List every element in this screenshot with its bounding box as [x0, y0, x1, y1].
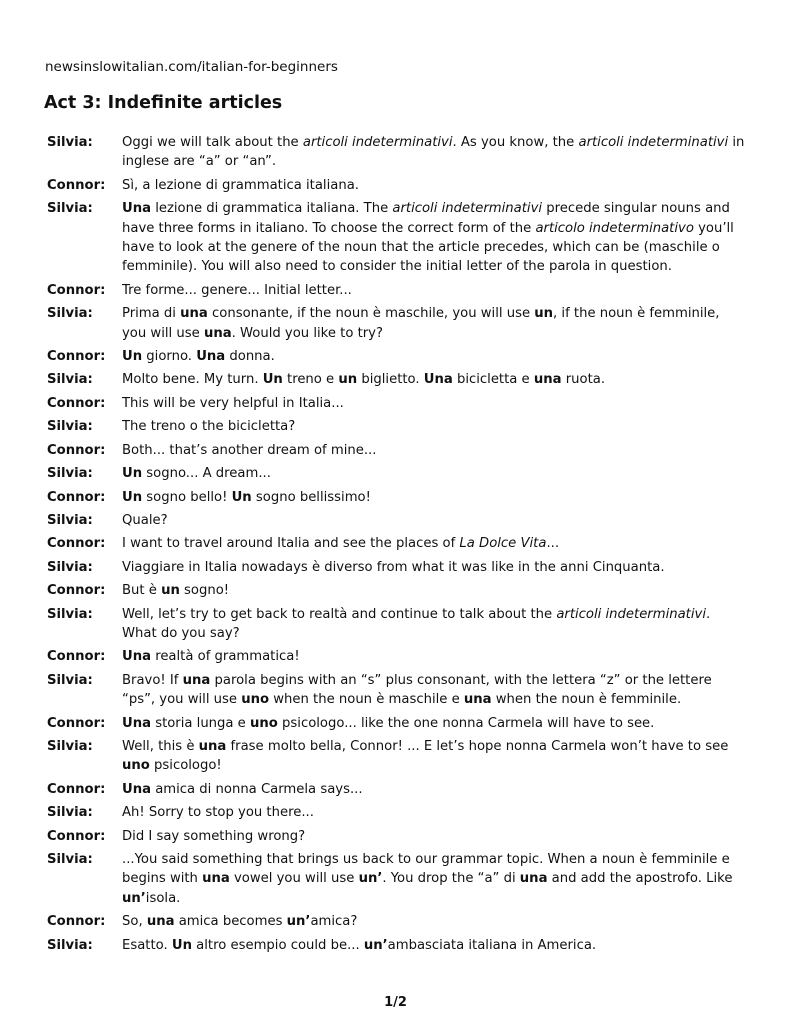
- italic-term: articoli indeterminativi: [302, 135, 453, 150]
- bold-term: una: [146, 914, 175, 930]
- utterance-text: [122, 417, 747, 436]
- text-segment: and add the apostrofo. Like: [547, 871, 733, 887]
- text-segment: amica di nonna Carmela says...: [151, 781, 363, 797]
- speaker-label: Connor:: [47, 781, 106, 797]
- speaker-label: Silvia:: [47, 852, 93, 867]
- speaker-label: Connor:: [47, 395, 106, 411]
- dialogue-turn: [47, 912, 747, 931]
- bold-term: Un: [122, 466, 143, 482]
- bold-term: Una: [122, 649, 151, 665]
- speaker-label: Connor:: [47, 828, 106, 844]
- text-segment: ...: [546, 536, 560, 552]
- text-segment: lezione di grammatica italiana. The: [151, 201, 393, 217]
- speaker-label: Connor:: [47, 649, 106, 665]
- utterance-text: [122, 581, 747, 600]
- utterance-text: [122, 370, 747, 389]
- bold-term: Un: [231, 489, 252, 505]
- dialogue: [47, 133, 747, 959]
- text-segment: giorno.: [142, 349, 197, 365]
- dialogue-turn: [47, 464, 747, 483]
- bold-term: un’: [358, 871, 383, 887]
- speaker-label: Connor:: [47, 177, 106, 193]
- text-segment: you’ll have to look at the genere of the noun that the article precedes, which can be (maschile o femminile). You will also need to consider the initial letter of the parola in question.: [122, 220, 734, 275]
- text-segment: ruota.: [561, 372, 606, 388]
- dialogue-turn: [47, 671, 747, 710]
- speaker-label: Silvia:: [47, 512, 93, 528]
- utterance-text: [122, 850, 747, 908]
- bold-term: Una: [122, 781, 151, 797]
- utterance-text: [122, 936, 747, 955]
- bold-term: Un: [171, 937, 192, 953]
- speaker-label: Silvia:: [47, 466, 93, 482]
- text-segment: sogno bello!: [142, 489, 232, 505]
- speaker-label: Silvia:: [47, 606, 93, 622]
- bold-term: una: [203, 325, 232, 341]
- dialogue-turn: [47, 534, 747, 553]
- text-segment: , if the noun è femminile, you will use: [122, 306, 720, 341]
- dialogue-turn: [47, 850, 747, 908]
- bold-term: una: [519, 871, 548, 887]
- speaker-label: Connor:: [47, 349, 106, 365]
- dialogue-turn: [47, 714, 747, 733]
- text-segment: amica?: [310, 914, 358, 930]
- speaker-label: Connor:: [47, 914, 106, 930]
- bold-term: una: [182, 672, 211, 688]
- text-segment: Did I say something wrong?: [122, 828, 306, 844]
- dialogue-turn: [47, 605, 747, 644]
- dialogue-turn: [47, 780, 747, 799]
- dialogue-turn: [47, 511, 747, 530]
- dialogue-turn: [47, 737, 747, 776]
- text-segment: Esatto.: [122, 937, 172, 953]
- speaker-label: Silvia:: [47, 419, 93, 435]
- text-segment: altro esempio could be...: [191, 937, 364, 953]
- text-segment: ...You said something that brings us back to our grammar topic. When a noun è femminile e begins with: [122, 852, 730, 887]
- text-segment: I want to travel around Italia and see the places of: [122, 536, 460, 552]
- text-segment: Well, let’s try to get back to realtà and continue to talk about the: [122, 606, 557, 622]
- text-segment: So,: [122, 914, 147, 930]
- utterance-text: [122, 281, 747, 300]
- text-segment: . As you know, the: [452, 135, 579, 150]
- text-segment: Sì, a lezione di grammatica italiana.: [122, 177, 359, 193]
- speaker-label: Connor:: [47, 489, 106, 505]
- bold-term: una: [533, 372, 562, 388]
- speaker-label: Connor:: [47, 536, 106, 552]
- page-number: 1/2: [384, 995, 407, 1010]
- bold-term: una: [198, 738, 227, 754]
- utterance-text: [122, 671, 747, 710]
- text-segment: realtà of grammatica!: [151, 649, 300, 665]
- utterance-text: [122, 647, 747, 666]
- text-segment: donna.: [225, 349, 275, 365]
- dialogue-turn: [47, 827, 747, 846]
- speaker-label: Connor:: [47, 282, 106, 298]
- text-segment: Both... that’s another dream of mine...: [122, 442, 377, 458]
- speaker-label: Silvia:: [47, 306, 93, 322]
- speaker-label: Silvia:: [47, 135, 93, 150]
- utterance-text: [122, 394, 747, 413]
- utterance-text: [122, 912, 747, 931]
- text-segment: psicologo!: [149, 758, 222, 774]
- page-title: Act 3: Indefinite articles: [44, 93, 283, 113]
- text-segment: Ah! Sorry to stop you there...: [122, 805, 314, 821]
- text-segment: treno e: [282, 372, 339, 388]
- text-segment: frase molto bella, Connor! ... E let’s hope nonna Carmela won’t have to see: [226, 738, 729, 754]
- dialogue-turn: [47, 936, 747, 955]
- text-segment: isola.: [145, 890, 181, 906]
- italic-term: articolo indeterminativo: [535, 220, 694, 236]
- text-segment: Quale?: [122, 512, 168, 528]
- italic-term: articoli indeterminativi: [392, 201, 543, 217]
- bold-term: un: [161, 583, 180, 599]
- speaker-label: Silvia:: [47, 672, 93, 688]
- text-segment: biglietto.: [357, 372, 424, 388]
- source-url: newsinslowitalian.com/italian-for-beginners: [45, 59, 338, 75]
- text-segment: sogno... A dream...: [142, 466, 271, 482]
- utterance-text: [122, 714, 747, 733]
- speaker-label: Silvia:: [47, 201, 93, 217]
- text-segment: consonante, if the noun è maschile, you will use: [207, 306, 535, 322]
- text-segment: Viaggiare in Italia nowadays è diverso from what it was like in the anni Cinquanta.: [122, 559, 665, 575]
- bold-term: Una: [423, 372, 453, 388]
- bold-term: Un: [262, 372, 283, 388]
- speaker-label: Connor:: [47, 442, 106, 458]
- text-segment: vowel you will use: [229, 871, 359, 887]
- utterance-text: [122, 199, 747, 277]
- italic-term: articoli indeterminativi: [578, 135, 729, 150]
- speaker-label: Silvia:: [47, 738, 93, 754]
- dialogue-turn: [47, 558, 747, 577]
- text-segment: Oggi we will talk about the: [122, 135, 303, 150]
- text-segment: . What do you say?: [122, 606, 711, 641]
- dialogue-turn: [47, 370, 747, 389]
- text-segment: sogno!: [179, 583, 230, 599]
- bold-term: una: [180, 306, 208, 322]
- bold-term: Una: [196, 349, 226, 365]
- text-segment: Well, this è: [122, 738, 199, 754]
- italic-term: articoli indeterminativi: [556, 606, 706, 622]
- bold-term: un’: [122, 890, 146, 906]
- utterance-text: [122, 464, 747, 483]
- text-segment: storia lunga e: [151, 715, 250, 731]
- utterance-text: [122, 304, 747, 343]
- italic-term: La Dolce Vita: [459, 536, 547, 552]
- dialogue-turn: [47, 304, 747, 343]
- utterance-text: [122, 488, 747, 507]
- dialogue-turn: [47, 133, 747, 172]
- bold-term: una: [463, 692, 492, 708]
- bold-term: Un: [122, 489, 143, 505]
- speaker-label: Silvia:: [47, 937, 93, 953]
- utterance-text: [122, 133, 747, 172]
- bold-term: Un: [122, 349, 143, 365]
- text-segment: precede singular nouns and have three forms in italiano. To choose the correct form of the: [122, 201, 730, 236]
- bold-term: uno: [122, 758, 150, 774]
- bold-term: un’: [286, 914, 311, 930]
- utterance-text: [122, 347, 747, 366]
- text-segment: Bravo! If: [122, 672, 183, 688]
- utterance-text: [122, 780, 747, 799]
- dialogue-turn: [47, 488, 747, 507]
- speaker-label: Connor:: [47, 583, 106, 599]
- text-segment: ambasciata italiana in America.: [387, 937, 597, 953]
- text-segment: parola begins with an “s” plus consonant, with the lettera “z” or the lettere “ps”, you will use: [122, 672, 712, 708]
- dialogue-turn: [47, 417, 747, 436]
- text-segment: in inglese are “a” or “an”.: [122, 135, 745, 170]
- dialogue-turn: [47, 647, 747, 666]
- bold-term: uno: [241, 692, 270, 708]
- dialogue-turn: [47, 347, 747, 366]
- speaker-label: Silvia:: [47, 372, 93, 388]
- bold-term: un’: [363, 937, 388, 953]
- bold-term: un: [534, 306, 554, 322]
- dialogue-turn: [47, 176, 747, 195]
- text-segment: amica becomes: [174, 914, 287, 930]
- text-segment: Tre forme... genere... Initial letter...: [122, 282, 352, 298]
- text-segment: when the noun è maschile e: [269, 692, 464, 708]
- text-segment: bicicletta e: [452, 372, 534, 388]
- text-segment: psicologo... like the one nonna Carmela will have to see.: [277, 715, 655, 731]
- bold-term: una: [202, 871, 230, 887]
- text-segment: Molto bene. My turn.: [122, 372, 263, 388]
- speaker-label: Silvia:: [47, 805, 93, 821]
- text-segment: sogno bellissimo!: [251, 489, 371, 505]
- text-segment: The treno o the bicicletta?: [122, 419, 296, 435]
- text-segment: This will be very helpful in Italia...: [122, 395, 344, 411]
- bold-term: Una: [122, 715, 151, 731]
- dialogue-turn: [47, 281, 747, 300]
- utterance-text: [122, 737, 747, 776]
- utterance-text: [122, 803, 747, 822]
- utterance-text: [122, 534, 747, 553]
- dialogue-turn: [47, 581, 747, 600]
- dialogue-turn: [47, 441, 747, 460]
- utterance-text: [122, 511, 747, 530]
- utterance-text: [122, 441, 747, 460]
- text-segment: Prima di: [122, 306, 181, 322]
- dialogue-turn: [47, 803, 747, 822]
- speaker-label: Silvia:: [47, 559, 93, 575]
- text-segment: But è: [122, 583, 162, 599]
- utterance-text: [122, 605, 747, 644]
- bold-term: Una: [122, 201, 151, 217]
- bold-term: uno: [250, 715, 278, 731]
- dialogue-turn: [47, 394, 747, 413]
- utterance-text: [122, 827, 747, 846]
- speaker-label: Connor:: [47, 715, 106, 731]
- bold-term: un: [338, 372, 358, 388]
- utterance-text: [122, 176, 747, 195]
- utterance-text: [122, 558, 747, 577]
- text-segment: when the noun è femminile.: [491, 692, 682, 708]
- text-segment: . You drop the “a” di: [382, 871, 520, 887]
- dialogue-turn: [47, 199, 747, 277]
- text-segment: . Would you like to try?: [231, 325, 383, 341]
